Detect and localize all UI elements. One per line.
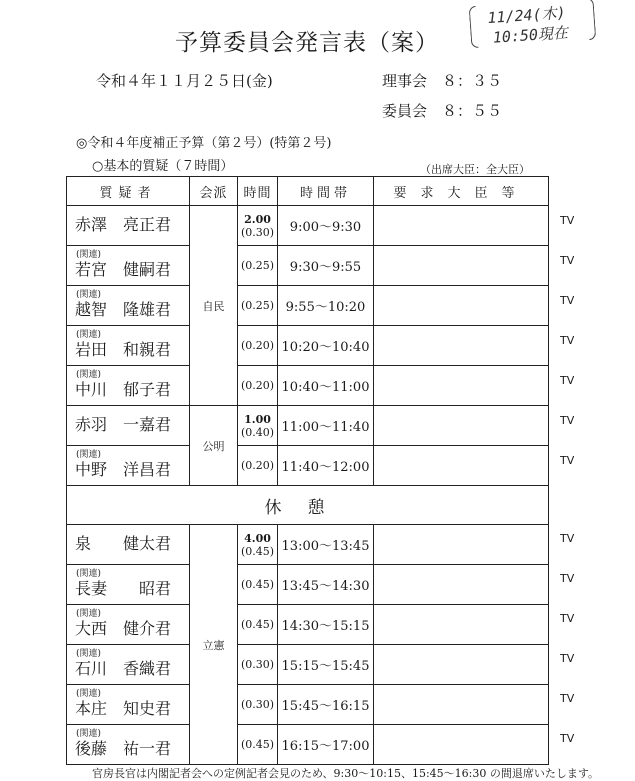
minister-request-cell [374, 246, 549, 286]
tv-mark: TV [560, 374, 575, 387]
note-bracket-right [586, 0, 596, 40]
questioner-cell [67, 406, 190, 446]
tv-mark: TV [560, 532, 575, 545]
allotted-time: (0.30) [238, 685, 278, 725]
questioner-name: 中川 郁子君 [75, 380, 172, 399]
table-row [67, 605, 549, 645]
minister-request-cell [374, 326, 549, 366]
table-row [67, 366, 549, 406]
attendance-note: （出席大臣：全大臣） [420, 163, 530, 176]
table-row [67, 326, 549, 366]
board-meeting-time: 理事会 ８：３５ [382, 72, 503, 90]
tv-mark: TV [560, 652, 575, 665]
time-slot: 15:15～15:45 [278, 645, 374, 685]
time-slot: 13:00～13:45 [278, 525, 374, 565]
questioner-name: 中野 洋昌君 [75, 460, 172, 479]
related-tag: (関連) [76, 569, 102, 579]
table-row [67, 525, 549, 565]
minister-request-cell [374, 605, 549, 645]
time-slot: 9:00～9:30 [278, 206, 374, 246]
allotted-time: (0.20) [238, 446, 278, 486]
tv-mark: TV [560, 732, 575, 745]
table-row [67, 645, 549, 685]
minister-request-cell [374, 645, 549, 685]
table-row [67, 206, 549, 246]
committee-meeting-time: 委員会 ８：５５ [382, 102, 503, 120]
handwritten-note [469, 0, 597, 50]
time-slot: 14:30～15:15 [278, 605, 374, 645]
time-slot: 16:15～17:00 [278, 725, 374, 765]
faction-cell: 立憲 [190, 525, 238, 765]
questioner-name: 岩田 和親君 [75, 340, 172, 359]
table-row [67, 446, 549, 486]
allotted-time: (0.45) [238, 565, 278, 605]
handwritten-time: 10:50現在 [492, 23, 569, 47]
questioner-cell [67, 605, 190, 645]
group-total-time: 4.00 [244, 531, 271, 545]
group-total-time: 2.00 [244, 212, 271, 226]
related-tag: (関連) [76, 370, 102, 380]
tv-mark: TV [560, 334, 575, 347]
related-tag: (関連) [76, 649, 102, 659]
related-tag: (関連) [76, 689, 102, 699]
allotted-time: (0.25) [238, 246, 278, 286]
note-bracket-left [469, 6, 479, 48]
time-slot: 11:00～11:40 [278, 406, 374, 446]
minister-request-cell [374, 685, 549, 725]
questioner-name: 若宮 健嗣君 [75, 260, 172, 279]
header-time: 時間 [238, 177, 278, 206]
questioner-name: 後藤 祐一君 [75, 739, 172, 758]
tv-mark: TV [560, 414, 575, 427]
time-slot: 9:55～10:20 [278, 286, 374, 326]
header-ministers: 要求大臣等 [374, 177, 549, 206]
table-row [67, 286, 549, 326]
questioner-cell [67, 286, 190, 326]
break-label: 休憩 [67, 486, 549, 525]
questioner-cell [67, 685, 190, 725]
table-row [67, 406, 549, 446]
questioner-cell [67, 565, 190, 605]
related-tag: (関連) [76, 450, 102, 460]
time-slot: 10:40～11:00 [278, 366, 374, 406]
table-row [67, 565, 549, 605]
header-slot: 時間帯 [278, 177, 374, 206]
questioner-cell [67, 645, 190, 685]
questioner-cell [67, 525, 190, 565]
questioner-name: 石川 香織君 [75, 659, 172, 678]
time-slot: 11:40～12:00 [278, 446, 374, 486]
time-slot: 10:20～10:40 [278, 326, 374, 366]
minister-request-cell [374, 725, 549, 765]
time-slot: 15:45～16:15 [278, 685, 374, 725]
questioner-cell [67, 326, 190, 366]
questioner-name: 本庄 知史君 [75, 699, 172, 718]
allotted-time: (0.30) [238, 645, 278, 685]
tv-mark: TV [560, 214, 575, 227]
time-cell [238, 525, 278, 565]
allotted-time: (0.45) [238, 725, 278, 765]
time-slot: 13:45～14:30 [278, 565, 374, 605]
footnote: 官房長官は内閣記者会への定例記者会見のため、9:30～10:15、15:45～16:30 の間退席いたします。 [92, 767, 599, 780]
tv-mark: TV [560, 692, 575, 705]
questioner-name: 赤澤 亮正君 [75, 215, 172, 234]
document-title: 予算委員会発言表（案） [175, 30, 439, 56]
time-cell [238, 206, 278, 246]
tv-mark: TV [560, 612, 575, 625]
group-total-time: 1.00 [244, 412, 271, 426]
related-tag: (関連) [76, 250, 102, 260]
table-row [67, 725, 549, 765]
minister-request-cell [374, 446, 549, 486]
questioner-name: 赤羽 一嘉君 [75, 415, 172, 434]
handwritten-date: 11/24(木) [486, 3, 567, 28]
allotted-time: (0.25) [238, 286, 278, 326]
table-row [67, 246, 549, 286]
tv-mark: TV [560, 454, 575, 467]
faction-cell: 公明 [190, 406, 238, 486]
faction-cell: 自民 [190, 206, 238, 406]
allotted-time: (0.20) [238, 366, 278, 406]
minister-request-cell [374, 206, 549, 246]
minister-request-cell [374, 286, 549, 326]
tv-mark: TV [560, 572, 575, 585]
questioner-cell [67, 206, 190, 246]
questioner-cell [67, 366, 190, 406]
tv-mark: TV [560, 294, 575, 307]
questioner-name: 大西 健介君 [75, 619, 172, 638]
meeting-date: 令和４年１１月２５日(金) [96, 72, 273, 90]
allotted-time: (0.30) [240, 225, 275, 239]
questioner-cell [67, 446, 190, 486]
questioner-cell [67, 725, 190, 765]
time-cell [238, 406, 278, 446]
tv-mark: TV [560, 254, 575, 267]
minister-request-cell [374, 406, 549, 446]
header-faction: 会派 [190, 177, 238, 206]
session-line: ○基本的質疑（７時間） [92, 159, 234, 174]
questioner-name: 長妻 昭君 [75, 579, 172, 598]
table-row [67, 685, 549, 725]
related-tag: (関連) [76, 330, 102, 340]
allotted-time: (0.45) [240, 544, 275, 558]
time-slot: 9:30～9:55 [278, 246, 374, 286]
minister-request-cell [374, 366, 549, 406]
allotted-time: (0.40) [240, 425, 275, 439]
budget-line: ◎令和４年度補正予算（第２号）(特第２号) [76, 136, 332, 151]
minister-request-cell [374, 525, 549, 565]
questioner-name: 泉 健太君 [75, 534, 172, 553]
questioner-cell [67, 246, 190, 286]
header-questioner: 質疑者 [67, 177, 190, 206]
allotted-time: (0.45) [238, 605, 278, 645]
related-tag: (関連) [76, 290, 102, 300]
speaker-table [66, 176, 549, 765]
related-tag: (関連) [76, 729, 102, 739]
table-header [67, 177, 549, 206]
questioner-name: 越智 隆雄君 [75, 300, 172, 319]
allotted-time: (0.20) [238, 326, 278, 366]
related-tag: (関連) [76, 609, 102, 619]
break-row [67, 486, 549, 525]
minister-request-cell [374, 565, 549, 605]
